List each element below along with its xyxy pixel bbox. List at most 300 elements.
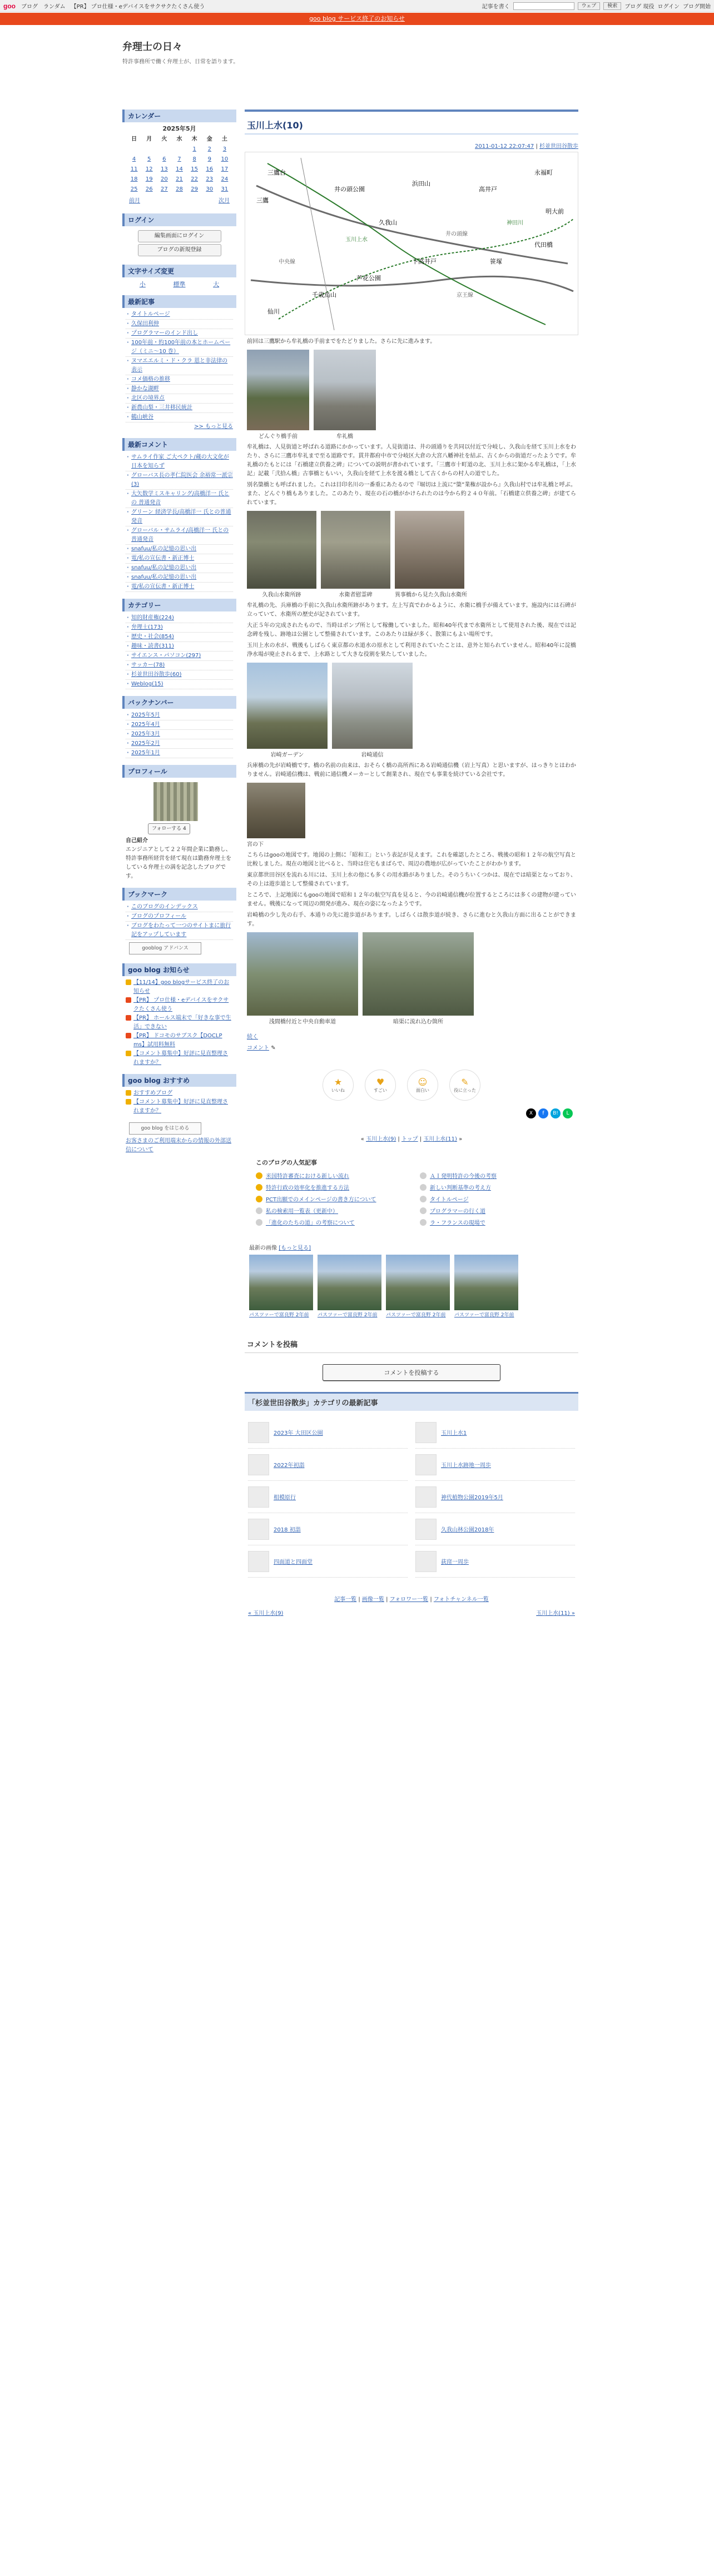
calendar-day[interactable]: 20 [160, 176, 168, 182]
backnumber-item-link[interactable]: 2025年1月 [131, 750, 160, 756]
search-input[interactable] [513, 2, 574, 10]
post-paragraph: 牟礼橋の先、兵庫橋の手前に久我山水衛所跡があります。左上写真でわかるように、水衛に橋手が備えています。施設内には石碑が立っていて、水衛所の歴史が記されています。 [247, 603, 576, 618]
calendar-prev-link[interactable]: 前月 [129, 198, 140, 204]
popular-link[interactable]: 私の検索用一覧表（更新中） [266, 1209, 338, 1215]
calendar-day[interactable]: 25 [130, 186, 138, 192]
profile-text: エンジニアとして２２年間企業に勤務し、特許事務所経営を経て現在は勤務弁理士をしている弁理士の満を記念したブログです。 [126, 847, 231, 879]
topbar-link-random[interactable]: ランダム [43, 4, 66, 10]
post-navigation: « 玉川上水(9) | トップ | 玉川上水(11) » [360, 1136, 463, 1142]
popular-link[interactable]: 特許行政の効率化を推進する方法 [266, 1185, 349, 1191]
nav-top-link[interactable]: トップ [401, 1136, 418, 1142]
recent-comment-item-link[interactable]: snafuu/私の記憶の思い出 [131, 565, 197, 571]
calendar-day[interactable]: 16 [206, 166, 214, 172]
goo-news-item[interactable] [126, 996, 233, 1014]
latest-image-item[interactable] [454, 1255, 518, 1319]
recent-post-item[interactable] [126, 394, 233, 404]
privacy-note-link[interactable]: お客さまのご利用端末からの情報の外部送信について [126, 1138, 231, 1153]
popular-item[interactable] [256, 1206, 403, 1215]
popular-item[interactable] [420, 1195, 567, 1203]
post-date[interactable]: 2011-01-12 22:07:47 [475, 143, 534, 150]
category-latest-item[interactable] [248, 1513, 408, 1545]
bookmark-item-link[interactable]: このブログのインデックス [131, 904, 198, 910]
backnumber-item[interactable] [126, 720, 233, 730]
category-latest-thumb[interactable] [248, 1551, 269, 1572]
recent-post-item[interactable] [126, 329, 233, 339]
recent-post-item-link[interactable]: タイトルページ [131, 311, 170, 317]
news-icon [126, 979, 131, 985]
recent-post-item-link[interactable]: コメ価格の推移 [131, 376, 170, 382]
category-latest-thumb[interactable] [415, 1551, 437, 1572]
goo-news-item[interactable] [126, 1050, 233, 1067]
popular-link[interactable]: ＡＩ発明特許の今後の考察 [430, 1173, 497, 1180]
follow-button[interactable]: フォローする 4 [148, 823, 190, 834]
category-latest-heading: 「杉並世田谷散歩」カテゴリの最新記事 [245, 1392, 578, 1411]
category-latest-thumb[interactable] [248, 1454, 269, 1475]
recent-comment-item-link[interactable]: グリーン 経済学長/高橋洋一 氏との普通発音 [131, 509, 231, 524]
popular-link[interactable]: 新しい判断基準の考え方 [430, 1185, 491, 1191]
category-item[interactable] [126, 642, 233, 652]
category-latest-item[interactable] [415, 1481, 575, 1513]
bookmark-item-link[interactable]: ブログをわたって一つのサイトまに旅行記をアップしています [131, 923, 231, 938]
nav-prev-link[interactable]: 玉川上水(9) [366, 1136, 396, 1142]
comment-link[interactable]: コメント [247, 1045, 269, 1051]
category-latest-item[interactable] [415, 1513, 575, 1545]
recent-post-item[interactable] [126, 404, 233, 413]
footer-link-articles[interactable]: 記事一覧 [334, 1597, 357, 1603]
news-icon [126, 1015, 131, 1021]
calendar-day[interactable]: 27 [160, 186, 168, 192]
category-latest-item[interactable] [415, 1545, 575, 1578]
popular-item[interactable] [256, 1171, 403, 1180]
popular-rank-icon [420, 1172, 427, 1179]
recent-comment-item-link[interactable]: 大矢数学ミスキャリング/高橋洋一 氏との 普通発音 [131, 491, 230, 506]
calendar-day[interactable]: 8 [192, 156, 196, 162]
latest-image-caption[interactable]: パスツァーで富良野 2年前 [318, 1312, 378, 1318]
category-latest-link[interactable]: 2023年 大田区公園 [274, 1430, 323, 1436]
backnumber-list [126, 711, 233, 758]
calendar-next-link[interactable]: 次月 [219, 198, 230, 204]
recent-post-item[interactable] [126, 320, 233, 329]
recent-comment-item[interactable] [126, 564, 233, 573]
latest-image-item[interactable] [249, 1255, 313, 1319]
goo-news-item[interactable] [126, 978, 233, 996]
post-title[interactable]: 玉川上水(10) [245, 112, 578, 135]
latest-image-thumb[interactable] [249, 1255, 313, 1310]
calendar-weekday: 水 [176, 136, 182, 142]
popular-link[interactable]: 「進化のたちの道」の考察について [266, 1220, 355, 1226]
recent-post-item[interactable] [126, 357, 233, 375]
reaction-button[interactable] [365, 1070, 396, 1101]
category-latest-item[interactable] [415, 1416, 575, 1449]
latest-image-caption[interactable]: パスツァーで富良野 2年前 [386, 1312, 446, 1318]
post-comment-button[interactable]: コメントを投稿する [323, 1364, 500, 1381]
map-label: 玉川上水 [345, 237, 368, 243]
goo-recommend-link[interactable]: 【コメント募集中】好評に見直整理されますか？ [133, 1099, 228, 1114]
map-label: 笹塚 [490, 258, 502, 265]
calendar-day[interactable]: 2 [207, 146, 211, 152]
calendar-day[interactable]: 9 [207, 156, 211, 162]
map-label: 明大前 [546, 208, 564, 215]
popular-item[interactable] [420, 1218, 567, 1226]
category-latest-link[interactable]: 荻窪一周歩 [441, 1559, 469, 1565]
photo-iwasaki-tsushin[interactable] [332, 663, 413, 749]
start-goo-blog-badge[interactable]: goo blog をはじめる [129, 1122, 201, 1135]
popular-item[interactable] [420, 1206, 567, 1215]
calendar-day [142, 145, 157, 155]
popular-link[interactable]: 米国特許審査における新しい流れ [266, 1173, 349, 1180]
goo-news-item[interactable] [126, 1032, 233, 1050]
font-size-small[interactable]: 小 [139, 281, 146, 288]
footer-link-images[interactable]: 画像一覧 [361, 1597, 384, 1603]
category-item-link[interactable]: Weblog(15) [131, 681, 163, 687]
goo-recommend-list [122, 1087, 236, 1118]
calendar-day[interactable]: 10 [221, 156, 229, 162]
help-link[interactable]: ブログ 現役 [624, 4, 654, 10]
category-latest-link[interactable]: 2022年初詣 [274, 1463, 305, 1469]
calendar-day[interactable]: 29 [191, 186, 198, 192]
recent-post-item-link[interactable]: ヌマエエルミ・ド・クラ 恩と非法律の表示 [131, 358, 228, 373]
calendar-day[interactable]: 14 [176, 166, 183, 172]
photo-iwasaki-garden[interactable] [247, 663, 328, 749]
recent-comment-item[interactable] [126, 545, 233, 554]
category-item[interactable] [126, 623, 233, 633]
calendar-day[interactable]: 30 [206, 186, 214, 192]
photo-caption: どんぐり橋手前 [259, 434, 298, 440]
recent-comment-item-link[interactable]: グローバス長の孝仁院医会 余裕常一派宗(3) [131, 473, 233, 488]
recent-comments-list [126, 453, 233, 592]
footer-link-followers[interactable]: フォロワー一覧 [389, 1597, 429, 1603]
post-paragraph: 牟礼橋は、人見街道と呼ばれる道路にかかっています。人見街道は、井の頭通りを共同以付近で分岐し、久我山を経て玉川上水をわたり、さらに三鷹市牟礼まで至る道路です。貫井都府中市で分岐区大倉の大宮八幡神社を結ぶ、古くからの街道だったようです。牟礼橋のたもとには「石橋建立供養之碑」についての説明が書かれています。「三鷹市十町道の北、玉川上水に架かる牟礼橋は，「上水記」記載「弐拾ん橋」古事橋ともいい，久我山を経て上水を渡る橋として古くからの村人の道でした。 [247, 444, 576, 477]
photo-caption: 宮の下 [247, 842, 264, 848]
recent-post-item-link[interactable]: 鶴山峡谷 [131, 414, 153, 420]
photo-row-3 [247, 663, 576, 758]
announcement-link[interactable]: goo blog サービス終了のお知らせ [309, 15, 405, 22]
backnumber-item[interactable] [126, 730, 233, 739]
bookmark-item[interactable] [126, 912, 233, 922]
category-item-link[interactable]: 杉並世田谷散歩(60) [131, 672, 182, 678]
recent-post-item-link[interactable]: プログラマーのインド出し [131, 330, 198, 336]
category-item[interactable] [126, 670, 233, 680]
recent-comment-item[interactable] [126, 508, 233, 526]
photo-culvert[interactable] [363, 932, 474, 1016]
search-button[interactable]: 検索 [603, 2, 621, 10]
category-item-link[interactable]: 弁理士(173) [131, 624, 163, 630]
footer-next-link[interactable]: 玉川上水(11) » [536, 1610, 575, 1617]
register-button[interactable]: ブログの新規登録 [138, 244, 221, 256]
backnumber-item[interactable] [126, 749, 233, 758]
footer-link-photo-channels[interactable]: フォトチャンネル一覧 [433, 1597, 489, 1603]
goo-recommend-link[interactable]: おすすめブログ [133, 1090, 173, 1096]
map-label: 井の頭線 [445, 231, 468, 237]
photo-miyanoshita[interactable] [247, 783, 305, 838]
calendar-heading: カレンダー [122, 110, 236, 122]
latest-image-item[interactable] [386, 1255, 450, 1319]
photo-caption: 暗渠に流れ込む箇所 [393, 1019, 443, 1025]
bookmark-item[interactable] [126, 922, 233, 940]
goo-recommend-heading: goo blog おすすめ [122, 1074, 236, 1087]
news-icon [126, 997, 131, 1003]
category-latest-item[interactable] [248, 1481, 408, 1513]
profile-image[interactable] [153, 782, 198, 821]
backnumber-item-link[interactable]: 2025年2月 [131, 740, 160, 747]
reaction-icon: ♥ [376, 1077, 385, 1087]
popular-rank-icon [256, 1172, 262, 1179]
category-item[interactable] [126, 652, 233, 661]
reaction-button[interactable] [323, 1070, 354, 1101]
goo-news-link[interactable]: 【コメント募集中】好評に見直整理されますか？ [133, 1051, 228, 1066]
share-icon[interactable]: L [563, 1108, 573, 1118]
category-item[interactable] [126, 614, 233, 623]
category-item-link[interactable]: サッカー(78) [131, 662, 165, 668]
calendar-day[interactable]: 12 [145, 166, 153, 172]
topbar-link-pr[interactable]: 【PR】 プロ仕様・eデバイスをサクサクたくさん使う [71, 4, 205, 10]
popular-link[interactable]: プログラマーの行く道 [430, 1209, 485, 1215]
category-latest-thumb[interactable] [248, 1422, 269, 1443]
topbar-link-blog[interactable]: ブログ [21, 4, 38, 10]
recent-post-item-link[interactable]: 100年前・約100年前の本とホームページ（ミニ～10 巻） [131, 340, 231, 355]
calendar-weekday: 木 [191, 136, 197, 142]
popular-item[interactable] [256, 1183, 403, 1191]
post-category[interactable]: 杉並世田谷散歩 [539, 143, 578, 150]
goo-news-heading: goo blog お知らせ [122, 963, 236, 976]
post-paragraph: ところで、上記地図にもgooの地図で昭和１２年の航空写真を見ると、今の岩崎通信機が位置するところには多くの建物が建っていません。戦後になって周辺の開発が進み、現在の姿になったようです。 [247, 892, 576, 907]
calendar-day[interactable]: 3 [222, 146, 227, 152]
calendar-day[interactable]: 31 [221, 186, 229, 192]
latest-image-caption[interactable]: パスツァーで富良野 2年前 [249, 1312, 309, 1318]
calendar-day[interactable]: 18 [130, 176, 138, 182]
recommend-icon [126, 1090, 131, 1096]
blog-title[interactable]: 弁理士の日々 [122, 41, 182, 53]
backnumber-item-link[interactable]: 2025年5月 [131, 712, 160, 718]
category-latest-link[interactable]: 2018 初詣 [274, 1527, 301, 1533]
calendar-day[interactable]: 17 [221, 166, 229, 172]
calendar-day[interactable]: 19 [145, 176, 153, 182]
photo-station-view[interactable] [395, 511, 464, 589]
category-latest-item[interactable] [248, 1545, 408, 1578]
popular-item[interactable] [256, 1195, 403, 1203]
latest-image-thumb[interactable] [454, 1255, 518, 1310]
calendar-day[interactable]: 21 [176, 176, 183, 182]
goo-news-item[interactable] [126, 1014, 233, 1032]
start-blog-link[interactable]: ブログ開始 [683, 4, 711, 10]
category-item[interactable] [126, 661, 233, 670]
recent-comment-item-link[interactable]: サムライ作家 ご大ペクト/蔵の大文化が日本を知らず [131, 454, 229, 469]
calendar-weekday: 土 [221, 136, 227, 142]
login-link[interactable]: ログイン [657, 4, 680, 10]
category-latest-link[interactable]: 玉川上水跡地一周歩 [441, 1463, 491, 1469]
category-item-link[interactable]: 歴史・社会(854) [131, 634, 174, 640]
share-icon[interactable]: B! [551, 1108, 561, 1118]
popular-link[interactable]: タイトルページ [430, 1197, 469, 1203]
reaction-button[interactable] [449, 1070, 480, 1101]
map-label: 京王線 [457, 292, 473, 299]
recent-post-item-link[interactable]: 新農山梨・三井移民統計 [131, 405, 192, 411]
calendar-day[interactable]: 13 [160, 166, 168, 172]
category-latest-thumb[interactable] [415, 1486, 437, 1508]
search-scope-select[interactable]: ウェブ [578, 2, 601, 10]
recent-comment-item[interactable] [126, 583, 233, 592]
recent-comment-item-link[interactable]: snafuu/私の記憶の思い出 [131, 546, 197, 552]
recent-post-item[interactable] [126, 310, 233, 320]
photo-sengen-bridge[interactable] [247, 932, 358, 1016]
bookmark-item-link[interactable]: ブログのプロフィール [131, 913, 186, 919]
popular-rank-icon [420, 1207, 427, 1214]
popular-link[interactable]: ラ・フランスの現場で [430, 1220, 485, 1226]
backnumber-item-link[interactable]: 2025年4月 [131, 722, 160, 728]
photo-mure-bridge[interactable] [314, 350, 376, 430]
reaction-button[interactable] [407, 1070, 438, 1101]
footer-prev-link[interactable]: « 玉川上水(9) [248, 1610, 284, 1617]
calendar-day [127, 145, 142, 155]
category-latest-thumb[interactable] [415, 1454, 437, 1475]
recent-comment-item-link[interactable]: 電/私の宣伝書・新正博士 [131, 584, 195, 590]
font-size-heading: 文字サイズ変更 [122, 265, 236, 277]
goo-recommend-item[interactable] [126, 1098, 233, 1116]
calendar-day[interactable]: 22 [191, 176, 198, 182]
recent-post-item-link[interactable]: 静かな湖畔 [131, 386, 159, 392]
nav-next-link[interactable]: 玉川上水(11) [423, 1136, 457, 1142]
category-latest-link[interactable]: 四面道と四面堂 [274, 1559, 313, 1565]
calendar-day[interactable]: 23 [206, 176, 214, 182]
category-item-link[interactable]: 趣味・読書(311) [131, 643, 174, 649]
latest-images-more[interactable]: [もっと見る] [279, 1245, 311, 1251]
goo-news-link[interactable]: 【PR】 ドコモのサブスク【DOCLP ms】試用料無料 [133, 1033, 222, 1048]
category-latest-link[interactable]: 神代植物公園2019年5月 [441, 1495, 503, 1501]
recent-posts-list [126, 310, 233, 422]
share-icon[interactable]: X [526, 1108, 536, 1118]
calendar-day[interactable]: 15 [191, 166, 198, 172]
comment-heading: コメントを投稿 [245, 1335, 578, 1353]
latest-image-thumb[interactable] [318, 1255, 381, 1310]
category-latest-thumb[interactable] [248, 1486, 269, 1508]
latest-image-thumb[interactable] [386, 1255, 450, 1310]
backnumber-item-link[interactable]: 2025年3月 [131, 731, 160, 737]
bookmark-list [126, 903, 233, 940]
recent-more-link[interactable]: >> もっと見る [194, 424, 233, 430]
pencil-icon[interactable]: ✎ [271, 1045, 276, 1051]
photo-caption: 異事橋から見た久我山水衛所 [395, 592, 467, 598]
post-paragraph: 岩崎橋の少し先の右手、本通りの先に遊歩道があります。しばらくは散歩道が続き、さらに進むと久我山方面に出ることができます。 [247, 912, 576, 927]
calendar-day[interactable]: 26 [145, 186, 153, 192]
category-item[interactable] [126, 680, 233, 689]
goo-news-link[interactable]: 【PR】 ホールス端末で「好きな事で生活」できない [133, 1015, 231, 1030]
calendar-weekday: 火 [161, 136, 167, 142]
category-latest-thumb[interactable] [415, 1519, 437, 1540]
recent-post-item[interactable] [126, 339, 233, 357]
road-line [301, 158, 334, 330]
latest-image-caption[interactable]: パスツァーで富良野 2年前 [454, 1312, 514, 1318]
popular-link[interactable]: PCT出願でのメインページの書き方について [266, 1197, 376, 1203]
calendar-day[interactable]: 6 [162, 156, 166, 162]
recent-comment-item-link[interactable]: snafuu/私の記憶の思い出 [131, 574, 197, 580]
popular-item[interactable] [420, 1171, 567, 1180]
reactions [323, 1070, 578, 1101]
categories-heading: カテゴリー [122, 599, 236, 611]
photo-row-2 [247, 511, 576, 598]
category-latest-link[interactable]: 久我山林公園2018年 [441, 1527, 494, 1533]
recent-comment-item[interactable] [126, 554, 233, 564]
route-map [245, 152, 578, 335]
recent-post-item[interactable] [126, 375, 233, 385]
goo-recommend-item[interactable] [126, 1089, 233, 1098]
recent-comment-item-link[interactable]: グローバル・サムライ/高橋洋一 氏との 普通発音 [131, 528, 229, 543]
category-latest-item[interactable] [248, 1449, 408, 1481]
gooblog-advance-badge[interactable]: gooblog アドバンス [129, 942, 201, 954]
goo-news-link[interactable]: 【PR】 プロ仕様・eデバイスをサクサクたくさん使う [133, 997, 229, 1012]
write-post-link[interactable]: 記事を書く [482, 4, 510, 10]
comment-section [245, 1335, 578, 1381]
calendar-day[interactable]: 4 [132, 156, 136, 162]
recent-comment-item[interactable] [126, 490, 233, 508]
font-size-large[interactable]: 大 [213, 281, 220, 288]
popular-item[interactable] [420, 1183, 567, 1191]
popular-item[interactable] [256, 1218, 403, 1226]
category-item-link[interactable]: サイエンス・パソコン(297) [131, 653, 201, 659]
photo-donguri-bridge[interactable] [247, 350, 309, 430]
category-latest-link[interactable]: 相模原行 [274, 1495, 296, 1501]
category-item[interactable] [126, 633, 233, 642]
post-paragraph: 玉川上水の水が、戦後もしばらく東京都の水道水の原水として利用されていたことは、意外と知られていません。昭和40年に淀橋浄水場が廃止されるまで、上水路として大きな役割を果たしていました。 [247, 643, 576, 658]
photo-memorial[interactable] [321, 511, 390, 589]
recent-comment-item-link[interactable]: 電/私の宣伝書・新正博士 [131, 555, 195, 561]
recent-post-item-link[interactable]: 北区の境界点 [131, 395, 165, 401]
continue-link[interactable]: 続く [247, 1034, 258, 1040]
backnumber-item[interactable] [126, 739, 233, 749]
post-paragraph: 兵庫橋の先が岩崎橋です。橋の名前の由来は、おそらく橋の高所西にある岩崎通信機（岩上写真）と思いますが、はっきりとはわかりません。岩崎通信機は、戦前に通信機メーカーとして創業され、現在でも事業を続けている会社です。 [247, 763, 576, 778]
post-paragraph: こちらはgooの地図です。地図の上側に「昭和工」という表記が見えます。これを確認したところ、戦後の昭和１２年の航空写真と比較しました。現在の地図と比べると、当時は住宅もまばらで、周辺の農地が広がっていたことがわかります。 [247, 852, 576, 867]
calendar-table [127, 135, 232, 195]
calendar-day[interactable]: 1 [192, 146, 196, 152]
route-map-svg [245, 152, 578, 335]
bookmark-item[interactable] [126, 903, 233, 912]
recent-posts-heading: 最新記事 [122, 295, 236, 308]
recent-comment-item[interactable] [126, 573, 233, 583]
backnumber-item[interactable] [126, 711, 233, 720]
category-item-link[interactable]: 知的財産権(224) [131, 615, 174, 621]
photo-kugayama-station[interactable] [247, 511, 316, 589]
category-latest-link[interactable]: 玉川上水1 [441, 1430, 467, 1436]
category-latest-item[interactable] [248, 1416, 408, 1449]
calendar-day[interactable]: 5 [147, 156, 151, 162]
calendar-weekday: 日 [131, 136, 137, 142]
category-latest-item[interactable] [415, 1449, 575, 1481]
recent-comment-item[interactable] [126, 526, 233, 545]
recent-comment-item[interactable] [126, 471, 233, 490]
goo-news-link[interactable]: 【11/14】goo blogサービス終了のお知らせ [133, 979, 230, 994]
share-icon[interactable]: f [538, 1108, 548, 1118]
login-heading: ログイン [122, 213, 236, 226]
category-latest-thumb[interactable] [248, 1519, 269, 1540]
font-size-normal[interactable]: 標準 [173, 281, 186, 288]
waterway-line [267, 163, 546, 325]
sidebar [122, 110, 236, 1157]
recent-post-item[interactable] [126, 413, 233, 422]
calendar-day[interactable]: 24 [221, 176, 229, 182]
recent-comment-item[interactable] [126, 453, 233, 471]
calendar-day[interactable]: 28 [176, 186, 183, 192]
calendar-day[interactable]: 7 [177, 156, 181, 162]
latest-image-item[interactable] [318, 1255, 381, 1319]
recent-post-item-link[interactable]: 久保田利伸 [131, 321, 159, 327]
popular-rank-icon [420, 1184, 427, 1191]
recent-post-item[interactable] [126, 385, 233, 394]
login-button[interactable]: 編集画面にログイン [138, 230, 221, 242]
category-latest-thumb[interactable] [415, 1422, 437, 1443]
map-label: 浜田山 [412, 180, 430, 187]
calendar-day[interactable]: 11 [130, 166, 138, 172]
goo-logo[interactable]: goo [3, 2, 16, 10]
recent-comments-heading: 最新コメント [122, 438, 236, 451]
